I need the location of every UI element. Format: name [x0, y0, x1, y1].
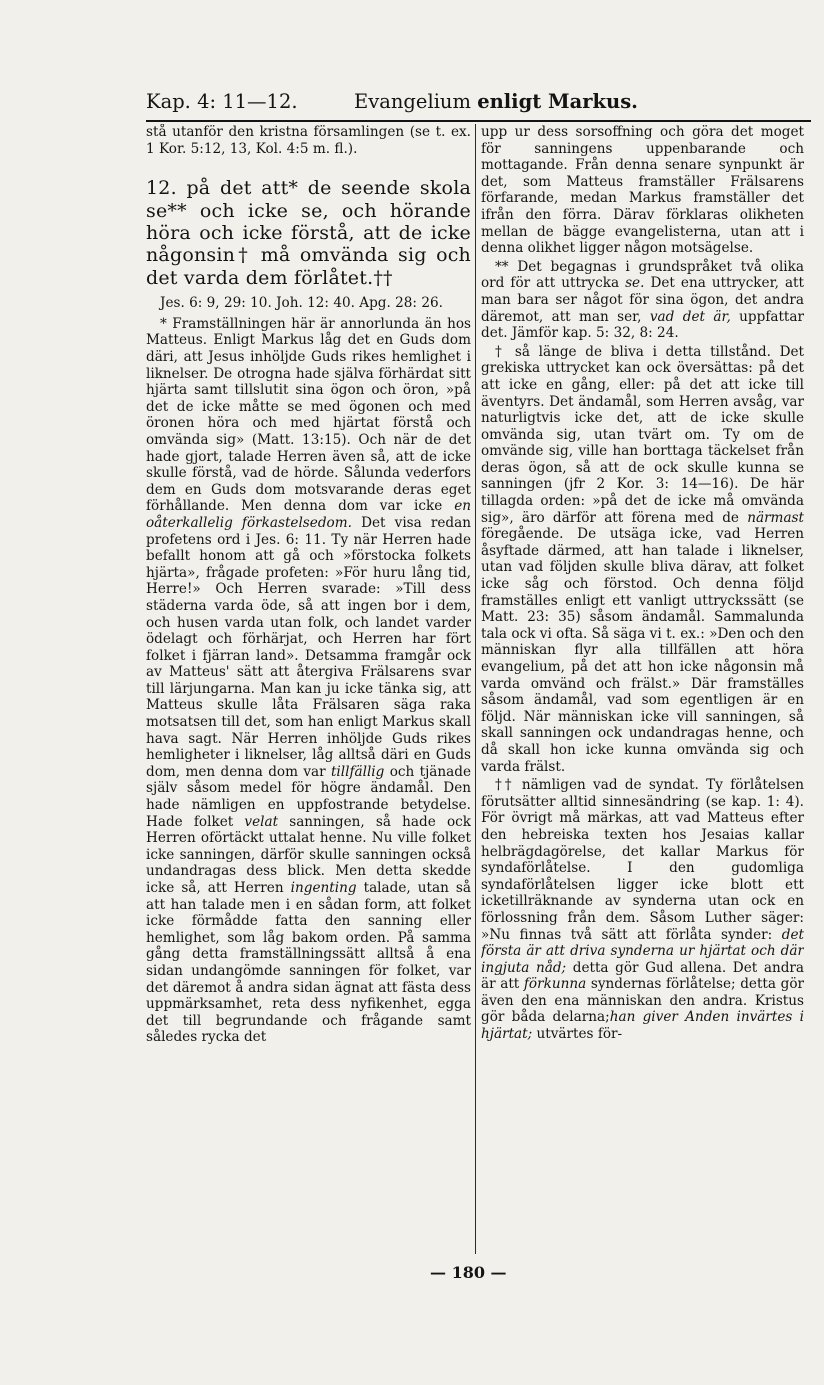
left-column [146, 124, 471, 1259]
footnote-double-star-text-a: ** Det begagnas i grundspråket två olika ord för att uttrycka [481, 258, 804, 292]
footnote-star-italic-3: velat [244, 813, 279, 830]
book-title-plain: Evangelium [354, 90, 478, 113]
book-title [354, 90, 638, 113]
running-header [146, 88, 811, 122]
continuation-paragraph: stå utanför den kristna församlingen (se t. ex. 1 Kor. 5:12, 13, Kol. 4:5 m. fl.). [146, 124, 471, 157]
chapter-reference: Kap. 4: 11—12. [146, 90, 298, 113]
footnote-double-star-text-b: Det ena uttrycker, att man bara ser något för sina ögon, det andra däremot, att man ser, [481, 275, 804, 325]
verse-12: 12. på det att* de seende skola se** och icke se, och hörande höra och icke förstå, att de icke någonsin† må omvända sig och det varda dem förlåtet.†† [146, 177, 471, 289]
footnote-star-text-c: och tjänade själv såsom medel för högre ändamål. Den hade nämligen en uppfostrande betydelse. Hade folket [146, 763, 471, 830]
footnote-star-text-a: * Framställningen här är annorlunda än hos Matteus. Enligt Markus låg det en Guds dom däri, att Jesus inhöljde Guds rikes hemlighet i liknelser. De otrogna hade själva förhärdat sitt hjärta samt tillslutit sina ögon och öron, »på det de icke måtte se med ögonen och med öronen höra och med hjärtat förstå och omvända sig» (Matt. 13:15). Och när de det hade gjort, talade Herren även så, att de icke skulle förstå, vad de hörde. Sålunda vederfors dem en Guds dom motsvarande deras eget förhållande. Men denna dom var icke [146, 315, 471, 515]
footnote-double-star-text-c: uppfattar det. Jämför kap. 5: 32, 8: 24. [481, 308, 804, 342]
column-divider [475, 124, 476, 1254]
footnote-star-text-d: sanningen, så hade ock Herren oförtäckt uttalat henne. Nu ville folket icke sanningen, därför skulle sanningen också undandragas dess blick. Men detta skedde icke så, att Herren [146, 813, 471, 896]
footnote-double-dagger-italic-2: förkunna [523, 976, 587, 993]
continuation-paragraph-right: upp ur dess sorsoffning och göra det moget för sanningens uppenbarande och mottagande. Från denna senare synpunkt är det, som Matteus framställer Frälsarens förfarande, medan Markus framställer det ifrån den förra. Därav förklaras olikheten mellan de bägge evangelisterna, utan att i denna olikhet ligger någon motsägelse. [481, 124, 804, 257]
footnote-double-dagger [481, 777, 804, 1043]
footnote-dagger-text-a: † så länge de bliva i detta tillstånd. Det grekiska uttrycket kan ock översättas: på det att icke en gång, eller: på det att icke till äventyrs. Det ändamål, som Herren avsåg, var naturligtvis icke det, att de icke skulle omvända sig, utan tvärt om. Ty om de omvände sig, ville han borttaga täckelset från deras ögon, så att de ock skulle kunna se sanningen (jfr 2 Kor. 3: 14—16). De här tillagda orden: »på det de icke må omvända sig», äro därför att förena med de [481, 343, 804, 526]
footnote-double-star-italic-2: vad det är, [649, 308, 731, 325]
footnote-dagger [481, 344, 804, 775]
footnote-dagger-text-b: föregående. De utsäga icke, vad Herren åsyftade därmed, att han talade i liknelser, utan vad följden skulle bliva därav, att folket icke såg och förstod. Och denna följd framställes enligt ett vanligt uttryckssätt (se Matt. 23: 35) såsom ändamål. Sammalunda tala ock vi ofta. Så säga vi t. ex.: »Den och den människan flyr alla tillfällen att höra evangelium, på det att hon icke någonsin må varda omvänd och frälst.» Där framställes såsom ändamål, vad som egentligen är en följd. När människan icke vill sanningen, så skall sanningen ock undandragas henne, och då skall hon icke kunna omvända sig och varda frälst. [481, 526, 804, 775]
footnote-double-star-italic-1: se. [625, 275, 645, 292]
footnote-double-star [481, 259, 804, 342]
footnote-star-italic-4: ingenting [290, 880, 357, 896]
footnote-star-italic-1: en oåterkallelig förkastelsedom. [146, 498, 471, 531]
footnote-star [146, 316, 471, 1046]
footnote-double-dagger-italic-1: det första är att driva synderna ur hjärtat och där ingjuta nåd; [481, 926, 804, 976]
page-number: — 180 — [430, 1263, 507, 1282]
book-title-bold: enligt Markus. [477, 90, 638, 113]
footnote-double-dagger-text-c: syndernas förlåtelse; detta gör även den ena människan den andra. Kristus gör båda delarna; [481, 976, 804, 1026]
cross-references: Jes. 6: 9, 29: 10. Joh. 12: 40. Apg. 28: 26. [160, 295, 443, 312]
footnote-dagger-italic-1: närmast [747, 509, 804, 526]
footnote-star-italic-2: tillfällig [330, 763, 385, 780]
footnote-star-text-e: talade, utan så att han talade men i en sådan form, att folket icke förmådde fatta den sanning eller hemlighet, som låg bakom orden. På samma gång detta framställningssätt alltså å ena sidan undangömde sanningen för folket, var det däremot å andra sidan ägnat att fästa dess uppmärksamhet, reta dess nyfikenhet, egga det till begrundande och frågande samt således rycka det [146, 880, 471, 1046]
footnote-double-dagger-italic-3: han giver Anden invärtes i hjärtat; [481, 1009, 804, 1043]
footnote-double-dagger-text-b: detta gör Gud allena. Det andra är att [481, 959, 804, 993]
right-column [481, 124, 804, 1259]
footnote-double-dagger-text-a: †† nämligen vad de syndat. Ty förlåtelsen förutsätter alltid sinnesändring (se kap. 1: 4). För övrigt må märkas, att vad Matteus efter den hebreiska texten hos Jesaias kallar helbrägdagörelse, det kallar Markus för syndaförlåtelse. I den gudomliga syndaförlåtelsen ligger icke blott ett icketillräknande av synderna utan ock en förlossning från dem. Såsom Luther säger: »Nu finnas två sätt att förlåta synder: [481, 777, 804, 943]
footnote-double-dagger-text-d: utvärtes för- [532, 1026, 623, 1043]
footnote-star-text-b: Det visa redan profetens ord i Jes. 6: 11. Ty när Herren hade befallt honom att gå och »förstocka folkets hjärta», frågade profeten: »För huru lång tid, Herre!» Och Herren svarade: »Till dess städerna varda öde, så att ingen bor i dem, och husen varda utan folk, och landet varder ödelagt och förhärjat, och Herren har fört folket i fjärran land». Detsamma framgår ock av Matteus' sätt att återgiva Frälsarens svar till lärjungarna. Man kan ju icke tänka sig, att Matteus skulle låta Frälsaren säga raka motsatsen till det, som han enligt Markus skall hava sagt. När Herren inhöljde Guds rikes hemligheter i liknelser, låg alltså däri en Guds dom, men denna dom var [146, 514, 471, 780]
